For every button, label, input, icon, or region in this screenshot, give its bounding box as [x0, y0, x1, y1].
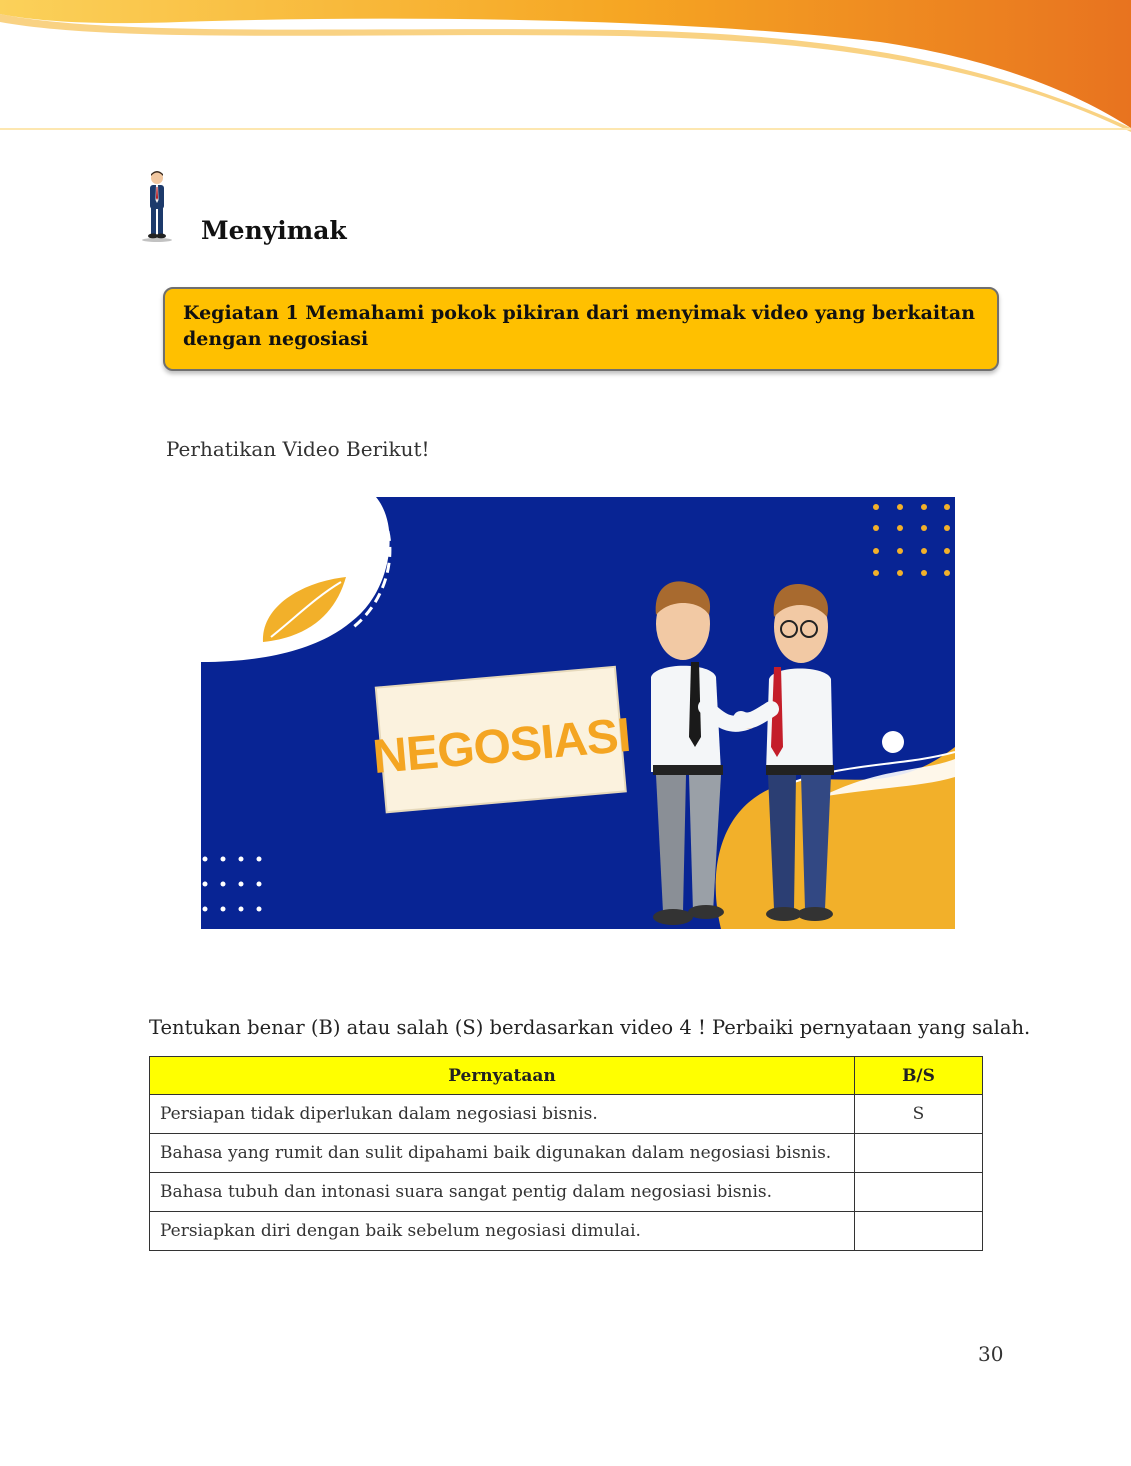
answer-cell[interactable] [855, 1173, 983, 1212]
answer-cell[interactable]: S [855, 1095, 983, 1134]
answer-cell[interactable] [855, 1212, 983, 1251]
header-pernyataan: Pernyataan [150, 1057, 855, 1095]
statement-cell: Persiapkan diri dengan baik sebelum negosiasi dimulai. [150, 1212, 855, 1251]
statement-cell: Persiapan tidak diperlukan dalam negosiasi bisnis. [150, 1095, 855, 1134]
video-thumbnail[interactable] [201, 497, 955, 929]
activity-box [163, 287, 999, 371]
answer-cell[interactable] [855, 1134, 983, 1173]
header-bs: B/S [855, 1057, 983, 1095]
activity-text: Kegiatan 1 Memahami pokok pikiran dari menyimak video yang berkaitan dengan negosiasi [183, 302, 976, 350]
businessman-icon [140, 170, 174, 242]
page-number: 30 [978, 1342, 1004, 1366]
instruction-text: Perhatikan Video Berikut! [166, 437, 430, 461]
negosiasi-sign-text: NEGOSIASI [370, 708, 633, 785]
statement-cell: Bahasa tubuh dan intonasi suara sangat pentig dalam negosiasi bisnis. [150, 1173, 855, 1212]
question-text: Tentukan benar (B) atau salah (S) berdasarkan video 4 ! Perbaiki pernyataan yang salah. [149, 1016, 1031, 1039]
table-row [150, 1134, 983, 1173]
table-row [150, 1212, 983, 1251]
table-row [150, 1173, 983, 1212]
statements-table [149, 1056, 983, 1251]
section-title: Menyimak [201, 216, 347, 245]
statement-cell: Bahasa yang rumit dan sulit dipahami baik digunakan dalam negosiasi bisnis. [150, 1134, 855, 1173]
table-header-row [150, 1057, 983, 1095]
negosiasi-sign [367, 666, 635, 813]
table-row [150, 1095, 983, 1134]
header-wave-decoration [0, 0, 1131, 140]
